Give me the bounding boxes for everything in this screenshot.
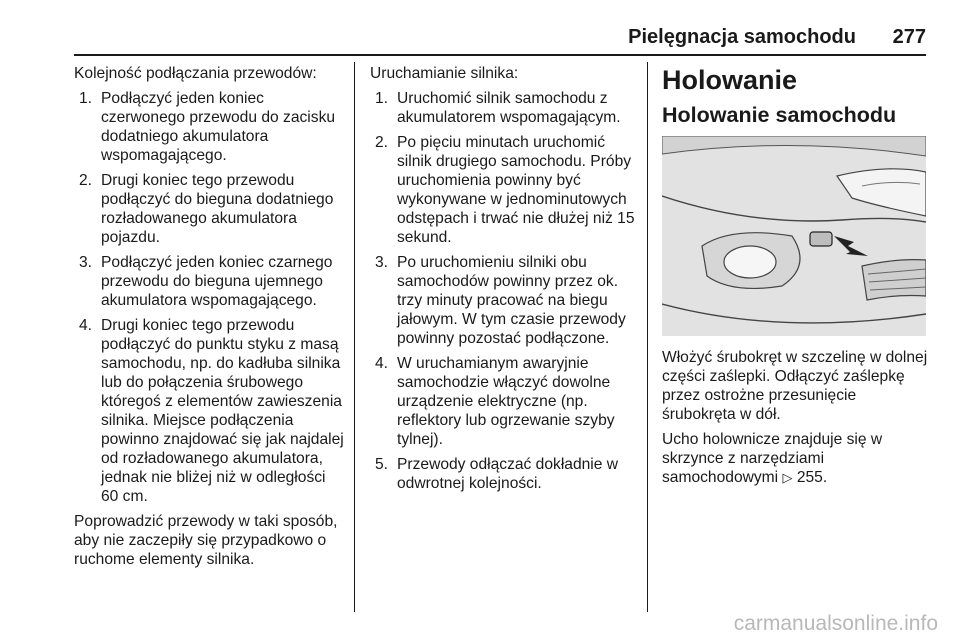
car-bumper-drawing	[662, 136, 926, 336]
car-front-illustration	[662, 136, 926, 336]
list-item	[79, 316, 346, 506]
list-number: 1.	[375, 90, 389, 107]
column-3	[662, 64, 932, 493]
list-text: Drugi koniec tego przewodu podłączyć do punktu styku z masą samochodu, np. do kadłuba silnika lub do połączenia śrubowego któregoś z elementów zawieszenia silnika. Miejsce podłączenia powinno znajdować się jak najdalej od rozładowanego akumulatora, jednak nie bliżej niż w odległości 60 cm.	[101, 317, 344, 505]
list-item	[375, 253, 638, 348]
tow-eye-location-text	[662, 430, 932, 487]
column-divider-2	[647, 62, 648, 612]
list-text: Po uruchomieniu silniki obu samochodów powinny przez ok. trzy minuty pracować na biegu jałowym. W tym czasie przewody powinny pozostać podłączone.	[397, 254, 626, 347]
list-item	[79, 171, 346, 247]
chapter-heading: Holowanie	[662, 65, 798, 95]
list-number: 3.	[375, 254, 389, 271]
engine-start-list	[370, 89, 638, 493]
list-item	[375, 354, 638, 449]
cover-removal-text: Włożyć śrubokręt w szczelinę w dolnej części zaślepki. Odłączyć zaślepkę przez ostrożne przesunięcie śrubokręta w dół.	[662, 349, 928, 423]
list-item	[375, 455, 638, 493]
page-header	[74, 26, 926, 52]
list-item	[79, 89, 346, 165]
list-text: Przewody odłączać dokładnie w odwrotnej kolejności.	[397, 456, 619, 492]
list-number: 1.	[79, 90, 93, 107]
list-number: 5.	[375, 456, 389, 473]
cable-order-intro: Kolejność podłączania przewodów:	[74, 65, 317, 82]
column-2	[370, 64, 638, 499]
list-item	[375, 89, 638, 127]
list-text: Podłączyć jeden koniec czerwonego przewodu do zacisku dodatniego akumulatora wspomagającego.	[101, 90, 336, 164]
section-heading: Holowanie samochodu	[662, 103, 897, 127]
engine-start-intro: Uruchamianie silnika:	[370, 65, 519, 82]
page-reference[interactable]: 255.	[796, 469, 828, 486]
list-number: 3.	[79, 254, 93, 271]
list-item	[375, 133, 638, 247]
list-text: Po pięciu minutach uruchomić silnik drugiego samochodu. Próby uruchomienia powinny być wykonywane w jednominutowych odstępach i trwać nie dłużej niż 15 sekund.	[397, 134, 635, 246]
section-title: Pielęgnacja samochodu	[628, 26, 856, 48]
list-text: Podłączyć jeden koniec czarnego przewodu do bieguna ujemnego akumulatora wspomagającego.	[101, 254, 333, 309]
column-divider-1	[354, 62, 355, 612]
header-rule	[74, 54, 926, 56]
list-item	[79, 253, 346, 310]
watermark: carmanualsonline.info	[733, 612, 938, 635]
list-text: Uruchomić silnik samochodu z akumulatorem wspomagającym.	[397, 90, 621, 126]
cable-order-list	[74, 89, 346, 506]
list-text: Drugi koniec tego przewodu podłączyć do bieguna dodatniego rozładowanego akumulatora pojazdu.	[101, 172, 334, 246]
column-1	[74, 64, 346, 575]
list-number: 4.	[375, 355, 389, 372]
page-reference-icon: ▷	[782, 470, 793, 485]
cable-routing-note: Poprowadzić przewody w taki sposób, aby nie zaczepiły się przypadkowo o ruchome elementy silnika.	[74, 513, 338, 568]
tow-eye-text: Ucho holownicze znajduje się w skrzynce z narzędziami samochodowymi	[662, 431, 883, 486]
list-text: W uruchamianym awaryjnie samochodzie włączyć dowolne urządzenie elektryczne (np. reflektory lub ogrzewanie szyby tylnej).	[397, 355, 615, 448]
page-number: 277	[892, 26, 926, 48]
list-number: 2.	[375, 134, 389, 151]
list-number: 2.	[79, 172, 93, 189]
list-number: 4.	[79, 317, 93, 334]
figure-background	[662, 136, 926, 336]
tow-cover	[810, 232, 832, 246]
fog-lamp	[724, 246, 776, 278]
